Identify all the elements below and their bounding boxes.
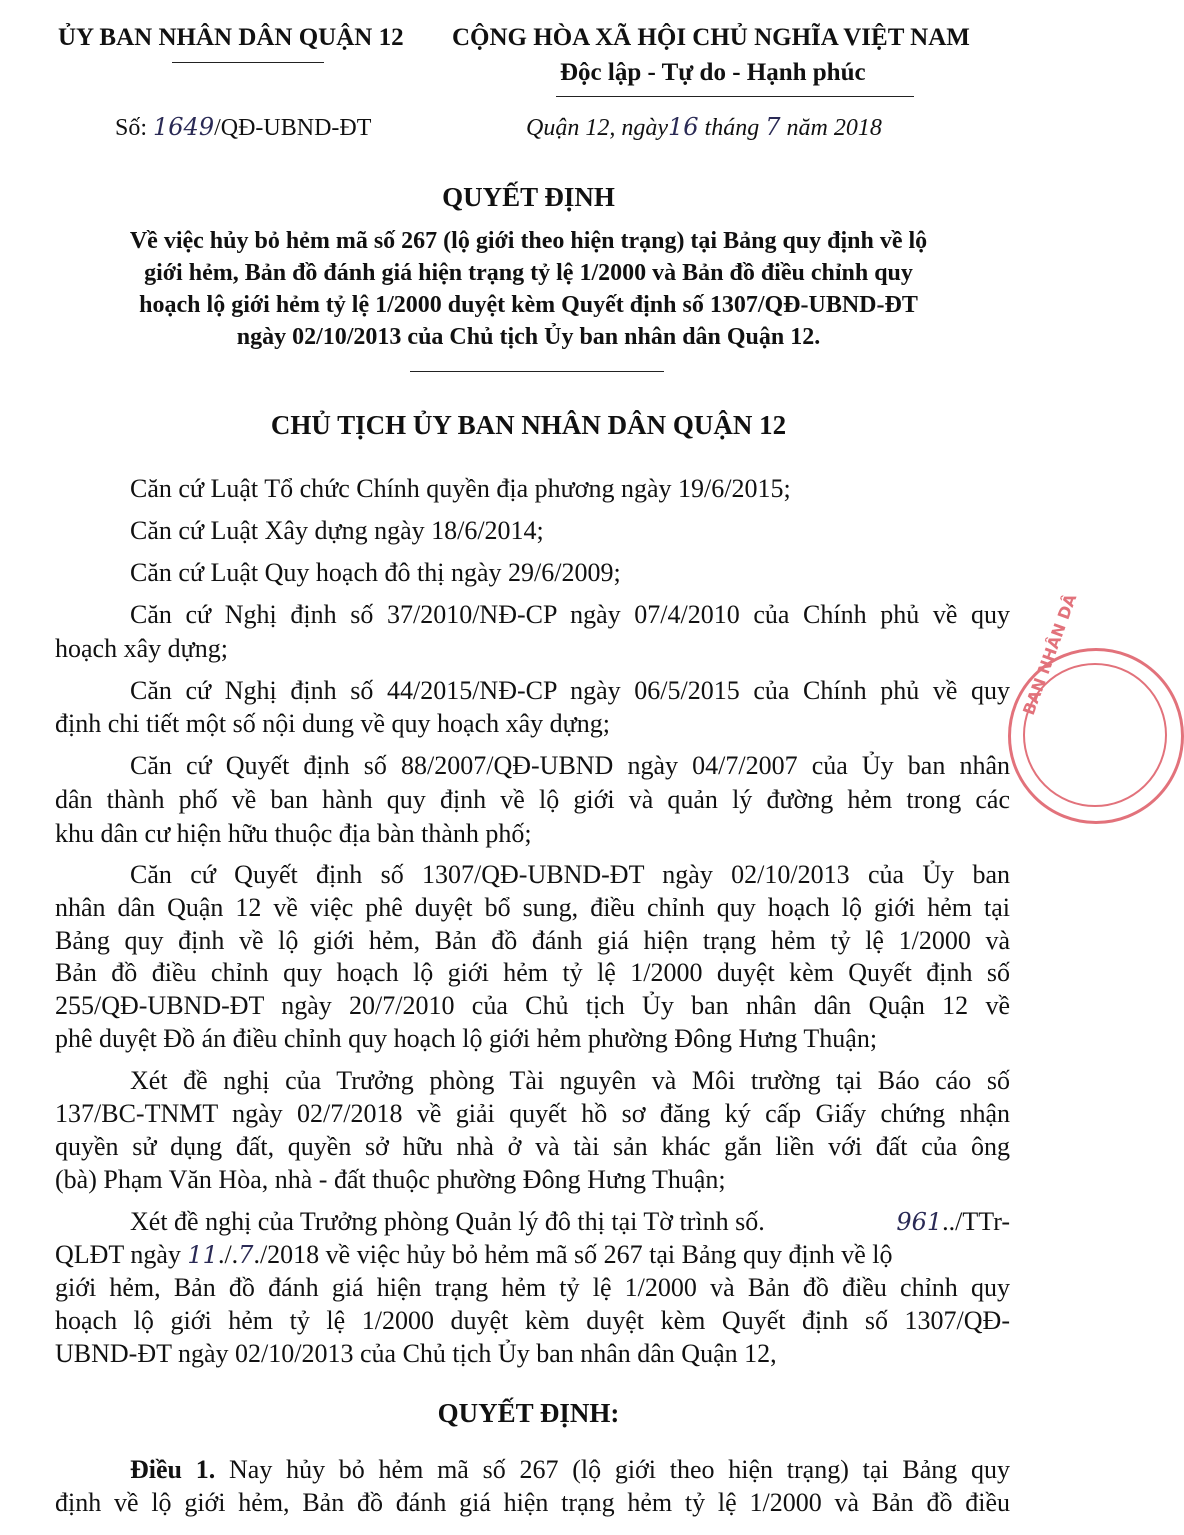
preamble-line: hoạch xây dựng; [55,634,228,663]
subject-line: ngày 02/10/2013 của Chủ tịch Ủy ban nhân dân Quận 12. [236,324,821,350]
preamble-line [130,1207,1010,1237]
preamble-line: Căn cứ Quyết định số 1307/QĐ-UBND-ĐT ngày 02/10/2013 của Ủy ban [130,860,1010,889]
title-divider [410,371,664,372]
preamble-line: khu dân cư hiện hữu thuộc địa bàn thành phố; [55,819,532,848]
p9b-prefix: QLĐT ngày [55,1240,188,1269]
article-1-label: Điều 1. [130,1455,216,1484]
preamble-line: Căn cứ Quyết định số 88/2007/QĐ-UBND ngày 04/7/2007 của Ủy ban nhân [130,751,1010,780]
p9a-prefix: Xét đề nghị của Trưởng phòng Quản lý đô thị tại Tờ trình số. [130,1207,765,1236]
subject-line: giới hẻm, Bản đồ đánh giá hiện trạng tỷ lệ 1/2000 và Bản đồ điều chỉnh quy [144,260,913,286]
tt-day-handwritten: 11 [187,1241,218,1269]
preamble-line: quyền sử dụng đất, quyền sở hữu nhà ở và tài sản khác gắn liền với đất của ông [55,1132,1010,1161]
preamble-line: Bản đồ điều chỉnh quy hoạch lộ giới hẻm tỷ lệ 1/2000 duyệt kèm Quyết định số [55,958,1010,987]
official-stamp [1008,591,1184,824]
preamble-line: Bảng quy định về lộ giới hẻm, Bản đồ đánh giá hiện trạng hẻm tỷ lệ 1/2000 và [55,926,1010,955]
tt-month-handwritten: 7 [238,1241,254,1269]
p9b-sep: ./. [217,1240,239,1269]
date-day-handwritten: 16 [667,113,699,141]
article-1-line [130,1455,1010,1485]
document-number [115,113,371,142]
number-handwritten: 1649 [153,113,215,141]
date-month-label: tháng [698,115,766,141]
date-year: năm 2018 [780,115,882,141]
preamble-line: dân thành phố về ban hành quy định về lộ giới và quản lý đường hẻm trong các [55,785,1010,814]
preamble-line: Căn cứ Nghị định số 44/2015/NĐ-CP ngày 06/5/2015 của Chính phủ về quy [130,676,1010,705]
number-suffix: /QĐ-UBND-ĐT [214,115,372,141]
preamble-line: 137/BC-TNMT ngày 02/7/2018 về giải quyết hồ sơ đăng ký cấp Giấy chứng nhận [55,1099,1010,1128]
date-prefix: Quận 12, ngày [526,115,668,141]
article-1-text: Nay hủy bỏ hẻm mã số 267 (lộ giới theo hiện trạng) tại Bảng quy [215,1455,1010,1484]
article-1-line: định về lộ giới hẻm, Bản đồ đánh giá hiện trạng hẻm tỷ lệ 1/2000 và Bản đồ điều [55,1488,1010,1517]
preamble-line: Căn cứ Luật Quy hoạch đô thị ngày 29/6/2009; [130,558,621,587]
subject-line: hoạch lộ giới hẻm tỷ lệ 1/2000 duyệt kèm Quyết định số 1307/QĐ-UBND-ĐT [139,292,918,318]
authority-heading: CHỦ TỊCH ỦY BAN NHÂN DÂN QUẬN 12 [270,410,787,440]
stamp-text: BAN NHÂN DÂ [1019,591,1081,718]
motto-underline [556,96,914,97]
preamble-line: giới hẻm, Bản đồ đánh giá hiện trạng hẻm tỷ lệ 1/2000 và Bản đồ điều chỉnh quy [55,1273,1010,1302]
preamble-line: định chi tiết một số nội dung về quy hoạch xây dựng; [55,709,610,738]
date-month-handwritten: 7 [765,113,781,141]
preamble-line: 255/QĐ-UBND-ĐT ngày 20/7/2010 của Chủ tịch Ủy ban nhân dân Quận 12 về [55,991,1010,1020]
tt-number-handwritten: 961 [896,1208,943,1236]
preamble-line: Căn cứ Luật Tổ chức Chính quyền địa phương ngày 19/6/2015; [130,474,791,503]
preamble-line: nhân dân Quận 12 về việc phê duyệt bổ sung, điều chỉnh quy hoạch lộ giới hẻm tại [55,893,1010,922]
preamble-line: Căn cứ Nghị định số 37/2010/NĐ-CP ngày 07/4/2010 của Chính phủ về quy [130,600,1010,629]
preamble-line: Căn cứ Luật Xây dựng ngày 18/6/2014; [130,516,544,545]
issuer-name: ỦY BAN NHÂN DÂN QUẬN 12 [58,24,404,51]
decision-heading: QUYẾT ĐỊNH: [437,1398,620,1428]
preamble-line: hoạch lộ giới hẻm tỷ lệ 1/2000 duyệt kèm duyệt kèm Quyết định số 1307/QĐ- [55,1306,1010,1335]
number-prefix: Số: [115,115,154,141]
preamble-line: Xét đề nghị của Trưởng phòng Tài nguyên và Môi trường tại Báo cáo số [130,1066,1010,1095]
p9a-suffix: ../TTr- [942,1207,1010,1236]
subject-line: Về việc hủy bỏ hẻm mã số 267 (lộ giới theo hiện trạng) tại Bảng quy định về lộ [129,228,928,254]
issuer-underline [172,62,324,63]
document-title: QUYẾT ĐỊNH [442,182,615,212]
document-date [526,113,882,142]
preamble-line: (bà) Phạm Văn Hòa, nhà - đất thuộc phường Đông Hưng Thuận; [55,1165,726,1194]
p9b-suffix: ./2018 về việc hủy bỏ hẻm mã số 267 tại Bảng quy định về lộ [253,1240,893,1269]
motto: Độc lập - Tự do - Hạnh phúc [560,59,866,86]
preamble-line: phê duyệt Đồ án điều chỉnh quy hoạch lộ giới hẻm phường Đông Hưng Thuận; [55,1024,878,1053]
nation-name: CỘNG HÒA XÃ HỘI CHỦ NGHĨA VIỆT NAM [452,24,970,51]
preamble-line [55,1240,1010,1270]
preamble-line: UBND-ĐT ngày 02/10/2013 của Chủ tịch Ủy ban nhân dân Quận 12, [55,1339,777,1368]
